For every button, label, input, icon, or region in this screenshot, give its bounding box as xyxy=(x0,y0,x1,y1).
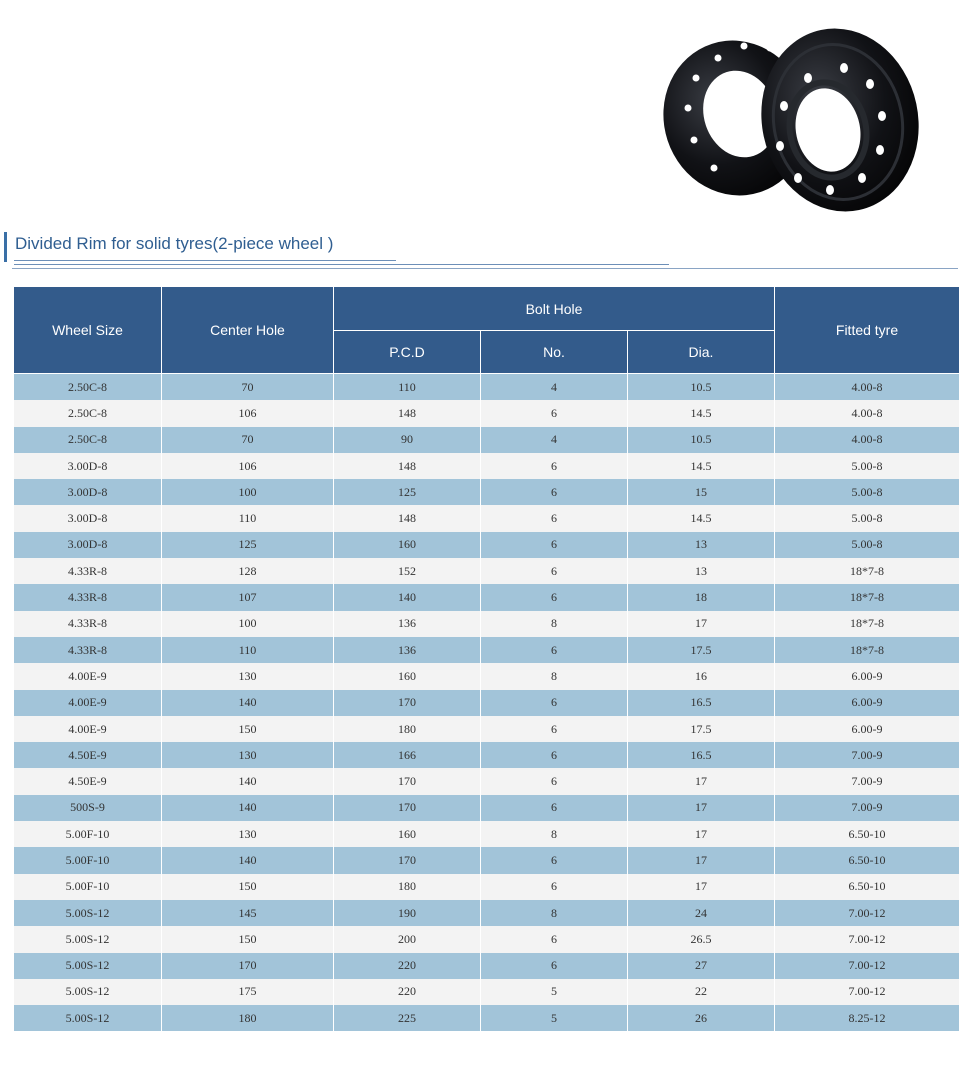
cell-fitted-tyre: 6.50-10 xyxy=(775,847,960,873)
cell-dia: 24 xyxy=(628,900,775,926)
cell-fitted-tyre: 5.00-8 xyxy=(775,453,960,479)
header-no: No. xyxy=(481,331,628,374)
cell-dia: 16.5 xyxy=(628,690,775,716)
divider xyxy=(14,264,669,265)
header-pcd: P.C.D xyxy=(334,331,481,374)
rim-spec-table xyxy=(13,286,960,1031)
cell-no: 6 xyxy=(481,558,628,584)
cell-fitted-tyre: 8.25-12 xyxy=(775,1005,960,1031)
cell-dia: 10.5 xyxy=(628,427,775,453)
cell-no: 6 xyxy=(481,637,628,663)
table-row xyxy=(14,584,960,610)
table-row xyxy=(14,479,960,505)
cell-wheel-size: 5.00S-12 xyxy=(14,1005,162,1031)
cell-wheel-size: 2.50C-8 xyxy=(14,374,162,401)
divider xyxy=(14,260,396,261)
table-row xyxy=(14,821,960,847)
table-row xyxy=(14,505,960,531)
cell-fitted-tyre: 5.00-8 xyxy=(775,532,960,558)
cell-fitted-tyre: 7.00-9 xyxy=(775,795,960,821)
cell-pcd: 160 xyxy=(334,821,481,847)
cell-wheel-size: 4.33R-8 xyxy=(14,558,162,584)
cell-pcd: 220 xyxy=(334,979,481,1005)
cell-no: 4 xyxy=(481,427,628,453)
cell-pcd: 140 xyxy=(334,584,481,610)
cell-pcd: 125 xyxy=(334,479,481,505)
cell-pcd: 170 xyxy=(334,795,481,821)
section-heading xyxy=(4,230,404,264)
cell-fitted-tyre: 4.00-8 xyxy=(775,374,960,401)
table-row xyxy=(14,1005,960,1031)
cell-fitted-tyre: 6.00-9 xyxy=(775,690,960,716)
cell-center-hole: 130 xyxy=(162,663,334,689)
cell-no: 6 xyxy=(481,742,628,768)
cell-dia: 17 xyxy=(628,821,775,847)
cell-center-hole: 175 xyxy=(162,979,334,1005)
cell-wheel-size: 5.00F-10 xyxy=(14,874,162,900)
cell-fitted-tyre: 7.00-12 xyxy=(775,900,960,926)
cell-dia: 26 xyxy=(628,1005,775,1031)
cell-no: 8 xyxy=(481,821,628,847)
cell-center-hole: 150 xyxy=(162,874,334,900)
cell-wheel-size: 5.00S-12 xyxy=(14,900,162,926)
cell-dia: 26.5 xyxy=(628,926,775,952)
cell-fitted-tyre: 7.00-12 xyxy=(775,926,960,952)
cell-wheel-size: 3.00D-8 xyxy=(14,532,162,558)
header-fitted-tyre: Fitted tyre xyxy=(775,287,960,374)
cell-dia: 17.5 xyxy=(628,716,775,742)
cell-center-hole: 125 xyxy=(162,532,334,558)
cell-wheel-size: 3.00D-8 xyxy=(14,479,162,505)
cell-wheel-size: 4.33R-8 xyxy=(14,584,162,610)
cell-fitted-tyre: 4.00-8 xyxy=(775,400,960,426)
cell-pcd: 180 xyxy=(334,716,481,742)
cell-no: 8 xyxy=(481,900,628,926)
cell-fitted-tyre: 6.50-10 xyxy=(775,821,960,847)
table-row xyxy=(14,532,960,558)
cell-no: 6 xyxy=(481,926,628,952)
cell-dia: 13 xyxy=(628,532,775,558)
table-row xyxy=(14,453,960,479)
cell-pcd: 225 xyxy=(334,1005,481,1031)
cell-no: 6 xyxy=(481,690,628,716)
cell-center-hole: 130 xyxy=(162,821,334,847)
cell-no: 8 xyxy=(481,663,628,689)
cell-dia: 17 xyxy=(628,611,775,637)
cell-dia: 22 xyxy=(628,979,775,1005)
cell-wheel-size: 2.50C-8 xyxy=(14,427,162,453)
cell-dia: 16.5 xyxy=(628,742,775,768)
cell-center-hole: 107 xyxy=(162,584,334,610)
cell-fitted-tyre: 7.00-12 xyxy=(775,953,960,979)
header-wheel-size: Wheel Size xyxy=(14,287,162,374)
cell-wheel-size: 5.00S-12 xyxy=(14,979,162,1005)
cell-center-hole: 130 xyxy=(162,742,334,768)
cell-wheel-size: 4.50E-9 xyxy=(14,742,162,768)
cell-dia: 14.5 xyxy=(628,453,775,479)
cell-wheel-size: 4.00E-9 xyxy=(14,690,162,716)
cell-dia: 10.5 xyxy=(628,374,775,401)
cell-wheel-size: 5.00S-12 xyxy=(14,953,162,979)
cell-dia: 17.5 xyxy=(628,637,775,663)
cell-pcd: 148 xyxy=(334,453,481,479)
cell-pcd: 136 xyxy=(334,611,481,637)
cell-fitted-tyre: 5.00-8 xyxy=(775,505,960,531)
cell-fitted-tyre: 7.00-9 xyxy=(775,768,960,794)
cell-fitted-tyre: 6.00-9 xyxy=(775,716,960,742)
cell-wheel-size: 4.33R-8 xyxy=(14,637,162,663)
cell-no: 4 xyxy=(481,374,628,401)
table-row xyxy=(14,374,960,401)
cell-center-hole: 150 xyxy=(162,716,334,742)
cell-center-hole: 140 xyxy=(162,795,334,821)
cell-pcd: 170 xyxy=(334,847,481,873)
cell-dia: 17 xyxy=(628,768,775,794)
cell-no: 6 xyxy=(481,874,628,900)
cell-no: 6 xyxy=(481,716,628,742)
cell-center-hole: 140 xyxy=(162,847,334,873)
cell-dia: 16 xyxy=(628,663,775,689)
cell-center-hole: 140 xyxy=(162,690,334,716)
cell-fitted-tyre: 7.00-12 xyxy=(775,979,960,1005)
cell-wheel-size: 4.00E-9 xyxy=(14,716,162,742)
cell-no: 6 xyxy=(481,532,628,558)
cell-pcd: 220 xyxy=(334,953,481,979)
section-title: Divided Rim for solid tyres(2-piece wheel ) xyxy=(15,234,334,253)
cell-no: 5 xyxy=(481,1005,628,1031)
table-row xyxy=(14,427,960,453)
cell-wheel-size: 3.00D-8 xyxy=(14,453,162,479)
cell-center-hole: 180 xyxy=(162,1005,334,1031)
table-row xyxy=(14,690,960,716)
cell-no: 8 xyxy=(481,611,628,637)
cell-pcd: 190 xyxy=(334,900,481,926)
table-row xyxy=(14,953,960,979)
rim-wheel-image xyxy=(658,18,924,218)
cell-center-hole: 110 xyxy=(162,637,334,663)
cell-center-hole: 145 xyxy=(162,900,334,926)
cell-dia: 13 xyxy=(628,558,775,584)
cell-pcd: 170 xyxy=(334,690,481,716)
divider xyxy=(12,268,958,269)
heading-accent-bar xyxy=(4,232,7,262)
cell-no: 6 xyxy=(481,953,628,979)
cell-center-hole: 70 xyxy=(162,374,334,401)
cell-center-hole: 140 xyxy=(162,768,334,794)
cell-center-hole: 128 xyxy=(162,558,334,584)
table-row xyxy=(14,979,960,1005)
cell-no: 5 xyxy=(481,979,628,1005)
cell-fitted-tyre: 7.00-9 xyxy=(775,742,960,768)
cell-center-hole: 110 xyxy=(162,505,334,531)
cell-no: 6 xyxy=(481,795,628,821)
cell-center-hole: 106 xyxy=(162,453,334,479)
cell-wheel-size: 5.00F-10 xyxy=(14,847,162,873)
cell-pcd: 200 xyxy=(334,926,481,952)
cell-center-hole: 100 xyxy=(162,479,334,505)
cell-no: 6 xyxy=(481,479,628,505)
cell-center-hole: 106 xyxy=(162,400,334,426)
cell-pcd: 136 xyxy=(334,637,481,663)
table-row xyxy=(14,926,960,952)
cell-fitted-tyre: 18*7-8 xyxy=(775,637,960,663)
table-row xyxy=(14,663,960,689)
cell-pcd: 152 xyxy=(334,558,481,584)
cell-center-hole: 170 xyxy=(162,953,334,979)
cell-no: 6 xyxy=(481,847,628,873)
table-row xyxy=(14,611,960,637)
cell-no: 6 xyxy=(481,584,628,610)
cell-fitted-tyre: 6.00-9 xyxy=(775,663,960,689)
cell-dia: 15 xyxy=(628,479,775,505)
cell-fitted-tyre: 18*7-8 xyxy=(775,611,960,637)
cell-pcd: 170 xyxy=(334,768,481,794)
cell-fitted-tyre: 5.00-8 xyxy=(775,479,960,505)
header-bolt-hole: Bolt Hole xyxy=(334,287,775,331)
cell-wheel-size: 5.00S-12 xyxy=(14,926,162,952)
table-row xyxy=(14,558,960,584)
cell-fitted-tyre: 4.00-8 xyxy=(775,427,960,453)
table-row xyxy=(14,742,960,768)
table-row xyxy=(14,847,960,873)
cell-wheel-size: 4.33R-8 xyxy=(14,611,162,637)
cell-pcd: 148 xyxy=(334,505,481,531)
cell-dia: 14.5 xyxy=(628,400,775,426)
cell-pcd: 180 xyxy=(334,874,481,900)
cell-pcd: 160 xyxy=(334,532,481,558)
cell-no: 6 xyxy=(481,453,628,479)
cell-fitted-tyre: 18*7-8 xyxy=(775,558,960,584)
table-row xyxy=(14,400,960,426)
cell-pcd: 148 xyxy=(334,400,481,426)
table-row xyxy=(14,900,960,926)
cell-dia: 27 xyxy=(628,953,775,979)
cell-pcd: 166 xyxy=(334,742,481,768)
cell-center-hole: 150 xyxy=(162,926,334,952)
table-row xyxy=(14,716,960,742)
cell-center-hole: 70 xyxy=(162,427,334,453)
cell-no: 6 xyxy=(481,400,628,426)
cell-fitted-tyre: 6.50-10 xyxy=(775,874,960,900)
header-dia: Dia. xyxy=(628,331,775,374)
cell-wheel-size: 3.00D-8 xyxy=(14,505,162,531)
cell-wheel-size: 500S-9 xyxy=(14,795,162,821)
cell-dia: 17 xyxy=(628,847,775,873)
cell-dia: 17 xyxy=(628,795,775,821)
cell-dia: 14.5 xyxy=(628,505,775,531)
cell-pcd: 160 xyxy=(334,663,481,689)
cell-pcd: 110 xyxy=(334,374,481,401)
cell-wheel-size: 4.50E-9 xyxy=(14,768,162,794)
cell-no: 6 xyxy=(481,768,628,794)
table-row xyxy=(14,874,960,900)
cell-wheel-size: 5.00F-10 xyxy=(14,821,162,847)
cell-pcd: 90 xyxy=(334,427,481,453)
cell-fitted-tyre: 18*7-8 xyxy=(775,584,960,610)
table-row xyxy=(14,768,960,794)
table-row xyxy=(14,637,960,663)
table-row xyxy=(14,795,960,821)
cell-wheel-size: 4.00E-9 xyxy=(14,663,162,689)
header-center-hole: Center Hole xyxy=(162,287,334,374)
table-body xyxy=(14,374,960,1032)
cell-wheel-size: 2.50C-8 xyxy=(14,400,162,426)
cell-dia: 18 xyxy=(628,584,775,610)
cell-no: 6 xyxy=(481,505,628,531)
cell-dia: 17 xyxy=(628,874,775,900)
cell-center-hole: 100 xyxy=(162,611,334,637)
